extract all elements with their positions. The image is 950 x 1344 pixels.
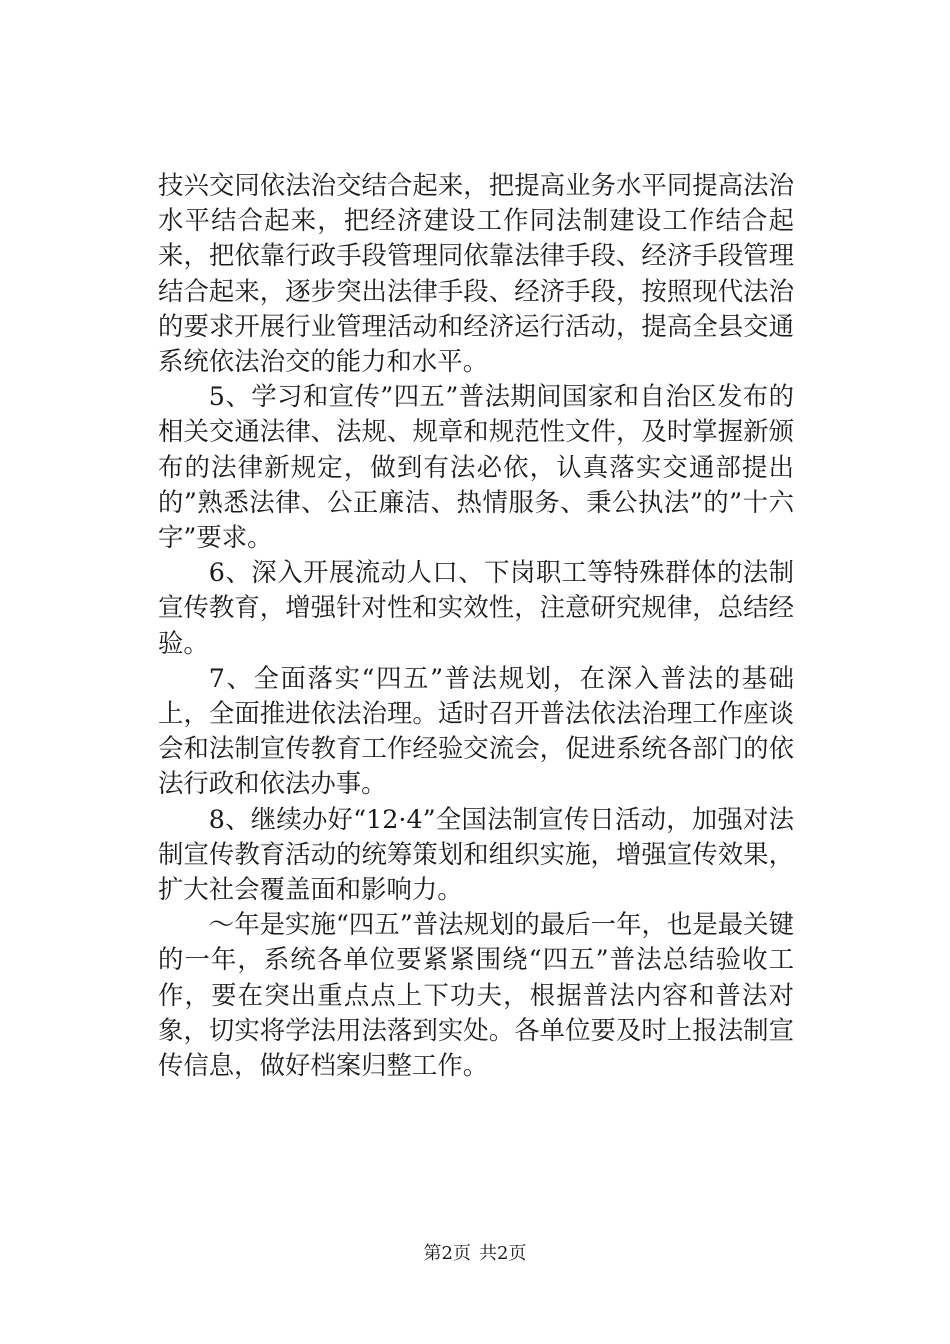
paragraph-item-7: 7、全面落实“四五”普法规划，在深入普法的基础上，全面推进依法治理。适时召开普法依法治理工作座谈会和法制宣传教育工作经验交流会，促进系统各部门的依法行政和依法办事。 — [158, 662, 794, 799]
paragraph-item-5: 5、学习和宣传”四五”普法期间国家和自治区发布的相关交通法律、法规、规章和规范性文件，及时掌握新颁布的法律新规定，做到有法必依，认真落实交通部提出的”熟悉法律、公正廉洁、热情服务、秉公执法”的”十六字”要求。 — [158, 381, 794, 553]
page-total: 共2页 — [479, 1243, 527, 1264]
document-body — [158, 168, 794, 1083]
paragraph-item-6: 6、深入开展流动人口、下岗职工等特殊群体的法制宣传教育，增强针对性和实效性，注意研究规律，总结经验。 — [158, 557, 794, 658]
paragraph-conclusion: ～年是实施“四五”普法规划的最后一年，也是最关键的一年，系统各单位要紧紧围绕“四五”普法总结验收工作，要在突出重点点上下功夫，根据普法内容和普法对象，切实将学法用法落到实处。各单位要及时上报法制宣传信息，做好档案归整工作。 — [158, 909, 794, 1081]
paragraph-continuation: 技兴交同依法治交结合起来，把提高业务水平同提高法治水平结合起来，把经济建设工作同法制建设工作结合起来，把依靠行政手段管理同依靠法律手段、经济手段管理结合起来，逐步突出法律手段、经济手段，按照现代法治的要求开展行业管理活动和经济运行活动，提高全县交通系统依法治交的能力和水平。 — [158, 170, 794, 377]
page-number: 第2页 — [423, 1243, 471, 1264]
paragraph-item-8: 8、继续办好“12·4”全国法制宣传日活动，加强对法制宣传教育活动的统筹策划和组织实施，增强宣传效果，扩大社会覆盖面和影响力。 — [158, 803, 794, 905]
page-footer — [0, 1242, 950, 1266]
